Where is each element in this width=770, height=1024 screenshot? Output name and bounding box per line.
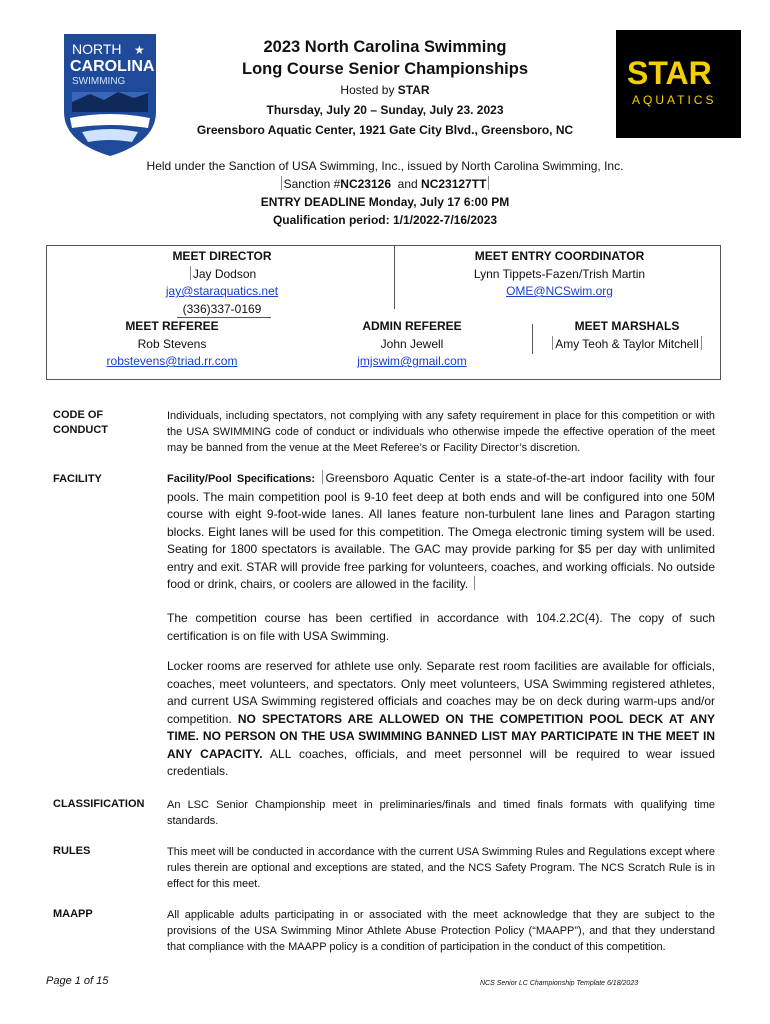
nc-swimming-logo xyxy=(60,30,160,158)
meet-referee-email[interactable]: robstevens@triad.rr.com xyxy=(106,354,238,368)
conduct-label: CODE OF CONDUCT xyxy=(53,409,108,436)
qualification-period: Qualification period: 1/1/2022-7/16/2023 xyxy=(272,213,498,227)
admin-referee-email[interactable]: jmjswim@gmail.com xyxy=(357,354,467,368)
classification-label: CLASSIFICATION xyxy=(53,798,145,810)
sanction-numbers: Sanction #NC23126 and NC23127TT xyxy=(100,175,670,193)
meet-dates: Thursday, July 20 – Sunday, July 23. 2023 xyxy=(266,103,504,117)
host-name: STAR xyxy=(397,83,430,97)
admin-referee-cell xyxy=(312,318,512,371)
meet-referee-title: MEET REFEREE xyxy=(125,319,219,333)
maapp-text: All applicable adults participating in or associated with the meet acknowledge that they are subject to the provisions of the USA Swimming Minor Athlete Abuse Protection Policy (“MAAPP”), and that they understand that compliance with the MAAPP policy is a condition of participation in the conduct of this competition. xyxy=(167,909,715,953)
star-logo-line1: STAR xyxy=(627,55,712,91)
meet-director-title: MEET DIRECTOR xyxy=(172,249,272,263)
facility-locker-bold: NO SPECTATORS ARE ALLOWED ON THE COMPETITION POOL DECK AT ANY TIME. NO PERSON ON THE USA SWIMMING BANNED LIST MAY PARTICIPATE IN THE MEET IN ANY CAPACITY. xyxy=(167,711,715,761)
entry-coordinator-title: MEET ENTRY COORDINATOR xyxy=(474,249,645,263)
sanction-block xyxy=(100,157,670,229)
title-block xyxy=(175,36,595,140)
entry-coordinator-email[interactable]: OME@NCSwim.org xyxy=(506,284,613,298)
facility-spec-text: Greensboro Aquatic Center is a state-of-the-art indoor facility with four pools. The main competition pool is 9-10 feet deep at both ends and will be configured into one 50M course with eight 9-foot-wide lanes. All lanes feature non-turbulent lane lines and Paragon starting blocks. Eight lanes will be used for this competition. The Omega electronic timing system will be used. Seating for 1800 spectators is available. The GAC may provide parking for $5 per day with unlimited entry and exit. STAR will provide free parking for volunteers, coaches, and working officials. No outside food or drink, chairs, or coolers are allowed in the facility. xyxy=(167,471,715,591)
classification-text: An LSC Senior Championship meet in preliminaries/finals and timed finals formats with qualifying time standards. xyxy=(167,799,715,827)
facility-specs xyxy=(167,470,715,594)
facility-spec-label: Facility/Pool Specifications: xyxy=(167,473,316,485)
rules-text: This meet will be conducted in accordance with the current USA Swimming Rules and Regulations except where rules therein are optional and exceptions are stated, and the NCS Safety Program. The NCS Scratch Rule is in effect for this meet. xyxy=(167,846,715,890)
meet-director-phone: (336)337-0169 xyxy=(182,301,262,316)
officials-table xyxy=(46,245,721,380)
entry-coordinator-name: Lynn Tippets-Fazen/Trish Martin xyxy=(473,266,646,281)
held-under-text: Held under the Sanction of USA Swimming, Inc., issued by North Carolina Swimming, Inc. xyxy=(146,159,624,173)
entry-coordinator-cell xyxy=(402,248,717,301)
facility-certified: The competition course has been certified in accordance with 104.2.2C(4). The copy of such certification is on file with USA Swimming. xyxy=(167,611,715,643)
meet-director-email[interactable]: jay@staraquatics.net xyxy=(165,284,279,298)
admin-referee-name: John Jewell xyxy=(380,336,444,351)
nc-logo-line2: CAROLINA xyxy=(70,58,155,75)
star-aquatics-logo xyxy=(616,30,741,138)
meet-marshals-title: MEET MARSHALS xyxy=(574,319,680,333)
entry-deadline: ENTRY DEADLINE Monday, July 17 6:00 PM xyxy=(260,195,510,209)
sanction-1: NC23126 xyxy=(340,177,391,191)
sanction-2: NC23127TT xyxy=(421,177,487,191)
meet-referee-cell xyxy=(67,318,277,371)
meet-marshals-names: Amy Teoh & Taylor Mitchell xyxy=(537,336,717,354)
meet-title-line1: 2023 North Carolina Swimming xyxy=(263,38,507,56)
template-note: NCS Senior LC Championship Template 6/18/2023 xyxy=(480,980,639,987)
maapp-label: MAAPP xyxy=(53,908,93,920)
conduct-text: Individuals, including spectators, not complying with any safety requirement in place for this competition or with the USA SWIMMING code of conduct or individuals who otherwise impede the effective operation of the meet may be banned from the venue at the Meet Referee’s or Facility Director’s discretion. xyxy=(167,410,715,454)
admin-referee-title: ADMIN REFEREE xyxy=(362,319,462,333)
hosted-by xyxy=(175,80,595,100)
meet-venue: Greensboro Aquatic Center, 1921 Gate City Blvd., Greensboro, NC xyxy=(196,123,574,137)
star-glyph-icon: ★ xyxy=(134,43,145,57)
meet-title-line2: Long Course Senior Championships xyxy=(241,60,529,78)
meet-director-cell xyxy=(117,248,327,318)
nc-logo-line3: SWIMMING xyxy=(72,76,126,87)
facility-label: FACILITY xyxy=(53,473,102,485)
facility-locker: Locker rooms are reserved for athlete use only. Separate rest room facilities are available for officials, coaches, meet volunteers, and spectators. Only meet volunteers, USA Swimming registered athletes, and current USA Swimming registered officials and coaches may be on deck during warm-ups and/or competition. NO SPECTATORS ARE ALLOWED ON THE COMPETITION POOL DECK AT ANY TIME. NO PERSON ON THE USA SWIMMING BANNED LIST MAY PARTICIPATE IN THE MEET IN ANY CAPACITY. ALL coaches, officials, and meet personnel will be required to wear issued credentials. xyxy=(167,659,716,778)
star-logo-line2: AQUATICS xyxy=(632,93,717,107)
meet-marshals-cell xyxy=(537,318,717,353)
page-number: Page 1 of 15 xyxy=(46,975,109,987)
meet-director-name: Jay Dodson xyxy=(117,266,327,284)
meet-referee-name: Rob Stevens xyxy=(137,336,207,351)
rules-label: RULES xyxy=(53,845,91,857)
nc-logo-line1: NORTH xyxy=(72,41,122,57)
hosted-prefix: Hosted by xyxy=(340,83,398,97)
